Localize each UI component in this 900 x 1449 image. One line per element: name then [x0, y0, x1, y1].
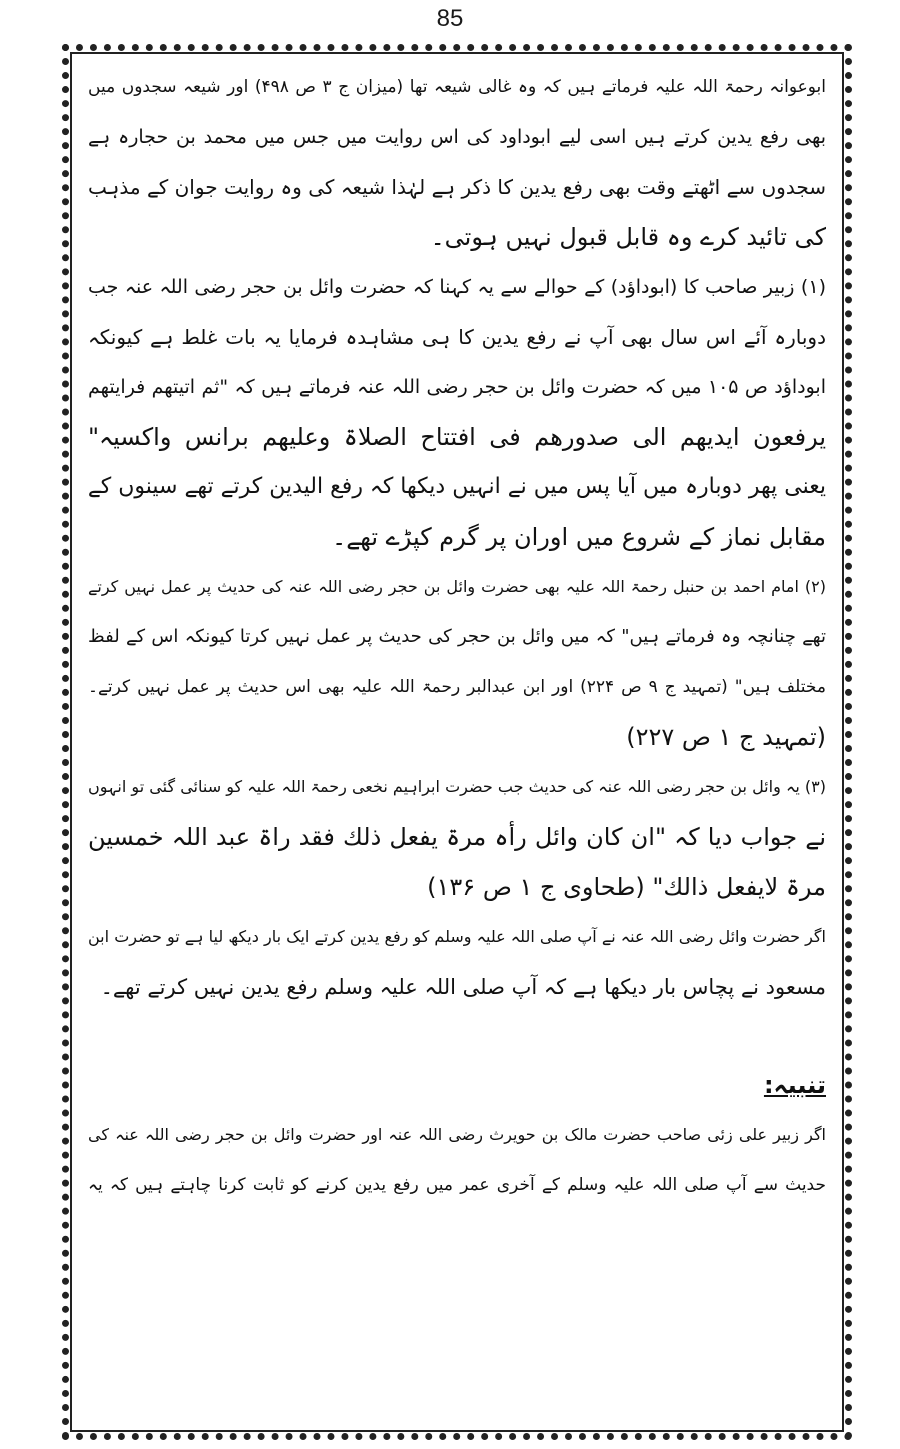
text-line: بھی رفع یدین کرتے ہیں اسی لیے ابوداود کی اس روایت میں جس میں محمد بن حجارہ ہے	[88, 126, 826, 148]
text-line: اگر زبیر علی زئی صاحب حضرت مالک بن حویرث رضی اللہ عنہ اور حضرت وائل بن حجر رضی اللہ عنہ کی	[88, 1125, 826, 1144]
text-line: دوبارہ آئے اس سال بھی آپ نے رفع یدین کا ہی مشاہدہ فرمایا یہ بات غلط ہے کیونکہ	[88, 325, 826, 349]
text-line: (۱) زبیر صاحب کا (ابوداؤد) کے حوالے سے یہ کہنا کہ حضرت وائل بن حجر رضی اللہ عنہ جب	[88, 276, 826, 298]
text-line: (۳) یہ وائل بن حجر رضی اللہ عنہ کی حدیث جب حضرت ابراہیم نخعی رحمۃ اللہ علیہ کو سنائی گئی تو انہوں	[88, 777, 826, 796]
section-heading: تنبیہ:	[763, 1071, 826, 1099]
paragraph-gap	[88, 1012, 826, 1060]
text-line: تھے چنانچہ وہ فرماتے ہیں" کہ میں وائل بن حجر کی حدیث پر عمل نہیں کرتا کیونکہ اس کے لفظ	[88, 626, 826, 647]
text-line: ابوداؤد ص ۱۰۵ میں کہ حضرت وائل بن حجر رضی اللہ عنہ فرماتے ہیں کہ "ثم اتیتھم فرایتھم	[88, 376, 826, 398]
text-line: ابوعوانہ رحمۃ اللہ علیہ فرماتے ہیں کہ وہ غالی شیعہ تھا (میزان ج ۳ ص ۴۹۸) اور شیعہ سجدوں میں	[88, 77, 826, 97]
text-line: نے جواب دیا کہ "ان کان وائل رأہ مرۃ یفعل ذلك فقد راۃ عبد اللہ خمسین	[88, 823, 826, 851]
text-line: مختلف ہیں" (تمہید ج ۹ ص ۲۲۴) اور ابن عبدالبر رحمۃ اللہ علیہ بھی اس حدیث پر عمل نہیں کرتے۔	[88, 677, 826, 697]
text-line: سجدوں سے اٹھتے وقت بھی رفع یدین کا ذکر ہے لہٰذا شیعہ کی وہ روایت جوان کے مذہب	[88, 175, 826, 199]
text-line: مرۃ لایفعل ذالك" (طحاوی ج ۱ ص ۱۳۶)	[427, 873, 826, 901]
page-body	[88, 62, 826, 1210]
text-line: کی تائید کرے وہ قابل قبول نہیں ہوتی۔	[430, 223, 826, 251]
text-line: اگر حضرت وائل رضی اللہ عنہ نے آپ صلی اللہ علیہ وسلم کو رفع یدین کرتے ایک بار دیکھ لیا ہے تو حضرت ابن	[88, 927, 826, 946]
text-line: (۲) امام احمد بن حنبل رحمۃ اللہ علیہ بھی حضرت وائل بن حجر رضی اللہ عنہ کی حدیث پر عمل نہیں کرتے	[88, 577, 826, 596]
text-line: یرفعون ایدیھم الی صدورھم فی افتتاح الصلاۃ وعلیھم برانس واکسیہ"	[88, 423, 826, 451]
text-line: مقابل نماز کے شروع میں اوران پر گرم کپڑے تھے۔	[332, 523, 826, 551]
text-line: (تمہید ج ۱ ص ۲۲۷)	[626, 723, 826, 751]
text-line: مسعود نے پچاس بار دیکھا ہے کہ آپ صلی اللہ علیہ وسلم رفع یدین نہیں کرتے تھے۔	[100, 975, 826, 999]
text-line: یعنی پھر دوبارہ میں آیا پس میں نے انہیں دیکھا کہ رفع الیدین کرتے تھے سینوں کے	[88, 474, 826, 499]
text-line: حدیث سے آپ صلی اللہ علیہ وسلم کے آخری عمر میں رفع یدین کرنے کو ثابت کرنا چاہتے ہیں کہ یہ	[88, 1175, 826, 1195]
page-number: 85	[436, 5, 464, 32]
